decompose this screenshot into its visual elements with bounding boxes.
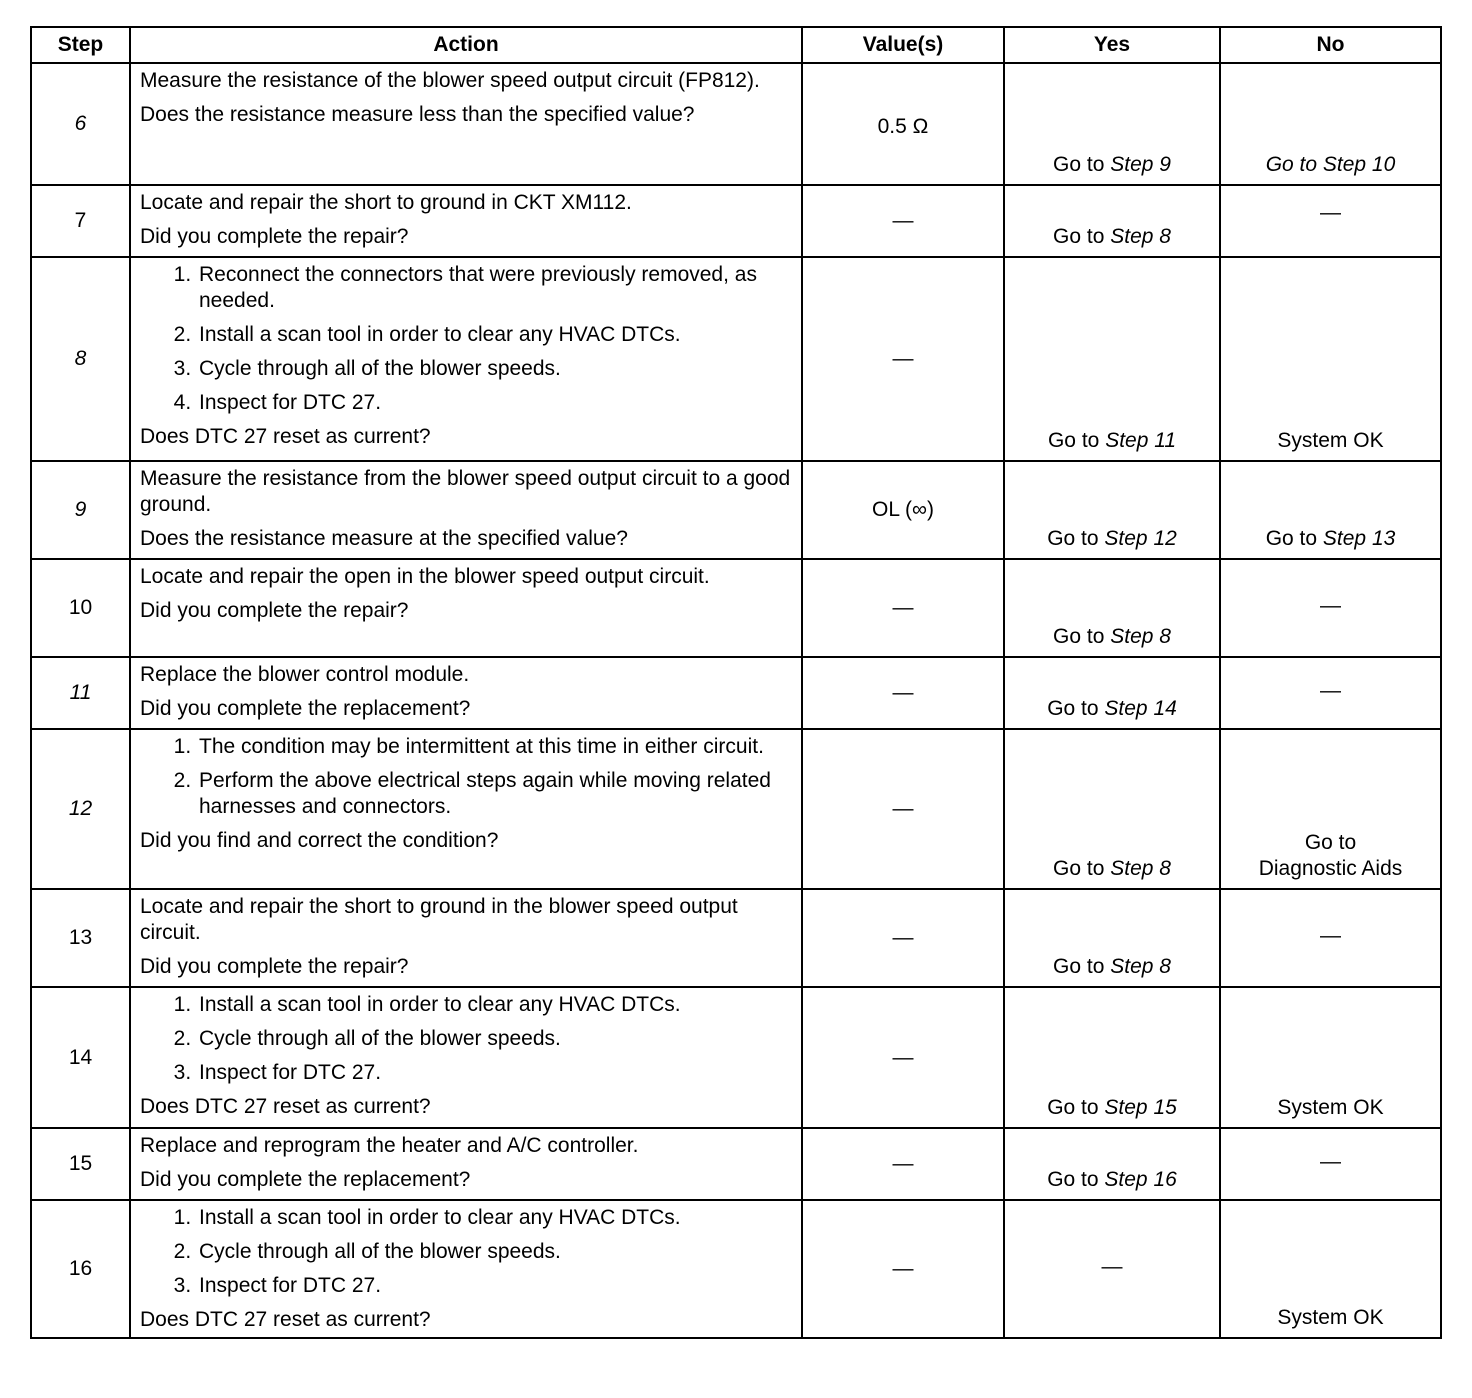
yes-prefix: Go to [1053, 955, 1105, 978]
no-cell: System OK [1220, 1200, 1441, 1338]
value-cell: — [802, 987, 1004, 1128]
action-question: Does the resistance measure at the specified value? [140, 527, 628, 550]
value-cell: — [802, 657, 1004, 729]
action-question: Did you complete the repair? [140, 955, 409, 978]
table-row [31, 257, 1441, 461]
no-cell: — [1220, 185, 1441, 257]
action-question: Did you find and correct the condition? [140, 829, 499, 852]
header-no: No [1220, 27, 1441, 63]
action-cell [130, 63, 802, 185]
list-item: 1. The condition may be intermittent at this time in either circuit. [197, 734, 793, 760]
step-number: 10 [68, 596, 93, 619]
action-question: Did you complete the repair? [140, 599, 409, 622]
step-cell [31, 729, 130, 889]
action-question: Does DTC 27 reset as current? [140, 1095, 431, 1118]
list-item: 3. Inspect for DTC 27. [197, 1060, 793, 1086]
yes-prefix: Go to [1047, 527, 1099, 550]
yes-step-link: Step 12 [1104, 527, 1177, 550]
header-action: Action [130, 27, 802, 63]
action-cell [130, 729, 802, 889]
yes-prefix: Go to [1053, 625, 1105, 648]
value-cell: — [802, 1128, 1004, 1200]
yes-cell [1004, 257, 1220, 461]
action-cell [130, 461, 802, 559]
yes-cell [1004, 889, 1220, 987]
header-step: Step [31, 27, 130, 63]
step-number: 15 [68, 1152, 93, 1175]
step-cell [31, 889, 130, 987]
action-text: Measure the resistance from the blower speed output circuit to a good ground. [140, 467, 791, 516]
no-cell: System OK [1220, 987, 1441, 1128]
action-cell [130, 889, 802, 987]
list-item: 3. Cycle through all of the blower speeds. [197, 356, 793, 382]
action-text: Locate and repair the short to ground in CKT XM112. [140, 191, 632, 214]
no-prefix: Go to [1304, 831, 1357, 854]
yes-step-link: Step 8 [1110, 225, 1171, 248]
yes-cell [1004, 63, 1220, 185]
yes-cell [1004, 185, 1220, 257]
yes-prefix: Go to [1053, 857, 1105, 880]
no-target: Diagnostic Aids [1258, 857, 1403, 880]
value-cell: — [802, 257, 1004, 461]
action-cell [130, 1200, 802, 1338]
yes-cell [1004, 559, 1220, 657]
header-values: Value(s) [802, 27, 1004, 63]
action-text: Replace the blower control module. [140, 663, 470, 686]
step-number: 14 [68, 1045, 93, 1069]
yes-step-link: Step 16 [1104, 1168, 1177, 1191]
list-item: 2. Perform the above electrical steps again while moving related harnesses and connectors. [197, 768, 793, 820]
yes-step-link: Step 14 [1104, 697, 1177, 720]
action-steps-list [140, 734, 793, 820]
table-row [31, 729, 1441, 889]
yes-cell [1004, 729, 1220, 889]
table-row [31, 1128, 1441, 1200]
action-text: Replace and reprogram the heater and A/C controller. [140, 1134, 639, 1157]
yes-step-link: Step 15 [1104, 1096, 1177, 1119]
yes-cell: — [1004, 1200, 1220, 1338]
step-number: 9 [74, 498, 87, 521]
action-question: Does the resistance measure less than the specified value? [140, 103, 695, 126]
table-row [31, 987, 1441, 1128]
list-item: 2. Install a scan tool in order to clear any HVAC DTCs. [197, 322, 793, 348]
value-cell: — [802, 729, 1004, 889]
no-cell: — [1220, 559, 1441, 657]
table-row [31, 63, 1441, 185]
no-step-link: Step 13 [1322, 527, 1396, 550]
yes-prefix: Go to [1053, 225, 1105, 248]
action-question: Does DTC 27 reset as current? [140, 425, 431, 448]
yes-step-link: Step 8 [1110, 625, 1171, 648]
yes-prefix: Go to [1047, 697, 1099, 720]
yes-cell [1004, 987, 1220, 1128]
step-number: 13 [68, 926, 93, 949]
list-item: 1. Reconnect the connectors that were previously removed, as needed. [197, 262, 793, 314]
step-cell [31, 657, 130, 729]
table-row [31, 185, 1441, 257]
action-question: Did you complete the repair? [140, 225, 409, 248]
table-row [31, 1200, 1441, 1338]
yes-cell [1004, 1128, 1220, 1200]
step-cell [31, 63, 130, 185]
step-number: 11 [69, 681, 92, 704]
step-cell [31, 559, 130, 657]
no-cell [1220, 63, 1441, 185]
header-yes: Yes [1004, 27, 1220, 63]
action-cell [130, 987, 802, 1128]
action-cell [130, 257, 802, 461]
action-text: Locate and repair the open in the blower speed output circuit. [140, 565, 710, 588]
yes-prefix: Go to [1053, 153, 1105, 176]
yes-step-link: Step 8 [1110, 857, 1171, 880]
no-cell [1220, 729, 1441, 889]
action-cell [130, 1128, 802, 1200]
no-step-link: Go to Step 10 [1265, 153, 1396, 176]
action-steps-list [140, 992, 793, 1086]
value-cell: — [802, 559, 1004, 657]
no-prefix: Go to [1265, 527, 1318, 550]
action-question: Did you complete the replacement? [140, 1168, 471, 1191]
step-number: 12 [68, 797, 93, 820]
value-cell: — [802, 185, 1004, 257]
step-cell [31, 1128, 130, 1200]
no-cell: System OK [1220, 257, 1441, 461]
list-item: 3. Inspect for DTC 27. [197, 1273, 793, 1299]
yes-cell [1004, 657, 1220, 729]
step-cell [31, 185, 130, 257]
table-row [31, 889, 1441, 987]
list-item: 4. Inspect for DTC 27. [197, 390, 793, 416]
yes-prefix: Go to [1047, 429, 1100, 452]
list-item: 2. Cycle through all of the blower speeds. [197, 1026, 793, 1052]
action-cell [130, 657, 802, 729]
step-cell [31, 1200, 130, 1338]
header-row [31, 27, 1441, 63]
yes-step-link: Step 11 [1105, 429, 1177, 452]
diagnostic-table [30, 26, 1442, 1339]
step-number: 16 [68, 1257, 93, 1280]
step-cell [31, 461, 130, 559]
value-cell: — [802, 889, 1004, 987]
value-cell: 0.5 Ω [802, 63, 1004, 185]
step-number: 8 [74, 347, 87, 370]
action-text: Locate and repair the short to ground in the blower speed output circuit. [140, 895, 738, 944]
list-item: 2. Cycle through all of the blower speeds. [197, 1239, 793, 1265]
no-cell: — [1220, 657, 1441, 729]
yes-cell [1004, 461, 1220, 559]
value-cell: — [802, 1200, 1004, 1338]
no-cell [1220, 461, 1441, 559]
action-cell [130, 185, 802, 257]
list-item: 1. Install a scan tool in order to clear any HVAC DTCs. [197, 1205, 793, 1231]
step-cell [31, 257, 130, 461]
yes-prefix: Go to [1047, 1096, 1099, 1119]
action-question: Did you complete the replacement? [140, 697, 471, 720]
no-cell: — [1220, 1128, 1441, 1200]
step-number: 7 [74, 209, 87, 232]
action-cell [130, 559, 802, 657]
yes-step-link: Step 9 [1110, 153, 1171, 176]
value-cell: OL (∞) [802, 461, 1004, 559]
table-row [31, 461, 1441, 559]
action-question: Does DTC 27 reset as current? [140, 1308, 431, 1331]
yes-prefix: Go to [1047, 1168, 1099, 1191]
table-row [31, 657, 1441, 729]
action-steps-list [140, 262, 793, 416]
yes-step-link: Step 8 [1110, 955, 1171, 978]
step-cell [31, 987, 130, 1128]
step-number: 6 [74, 112, 87, 135]
action-steps-list [140, 1205, 793, 1299]
action-text: Measure the resistance of the blower speed output circuit (FP812). [140, 69, 760, 92]
list-item: 1. Install a scan tool in order to clear any HVAC DTCs. [197, 992, 793, 1018]
no-cell: — [1220, 889, 1441, 987]
table-row [31, 559, 1441, 657]
